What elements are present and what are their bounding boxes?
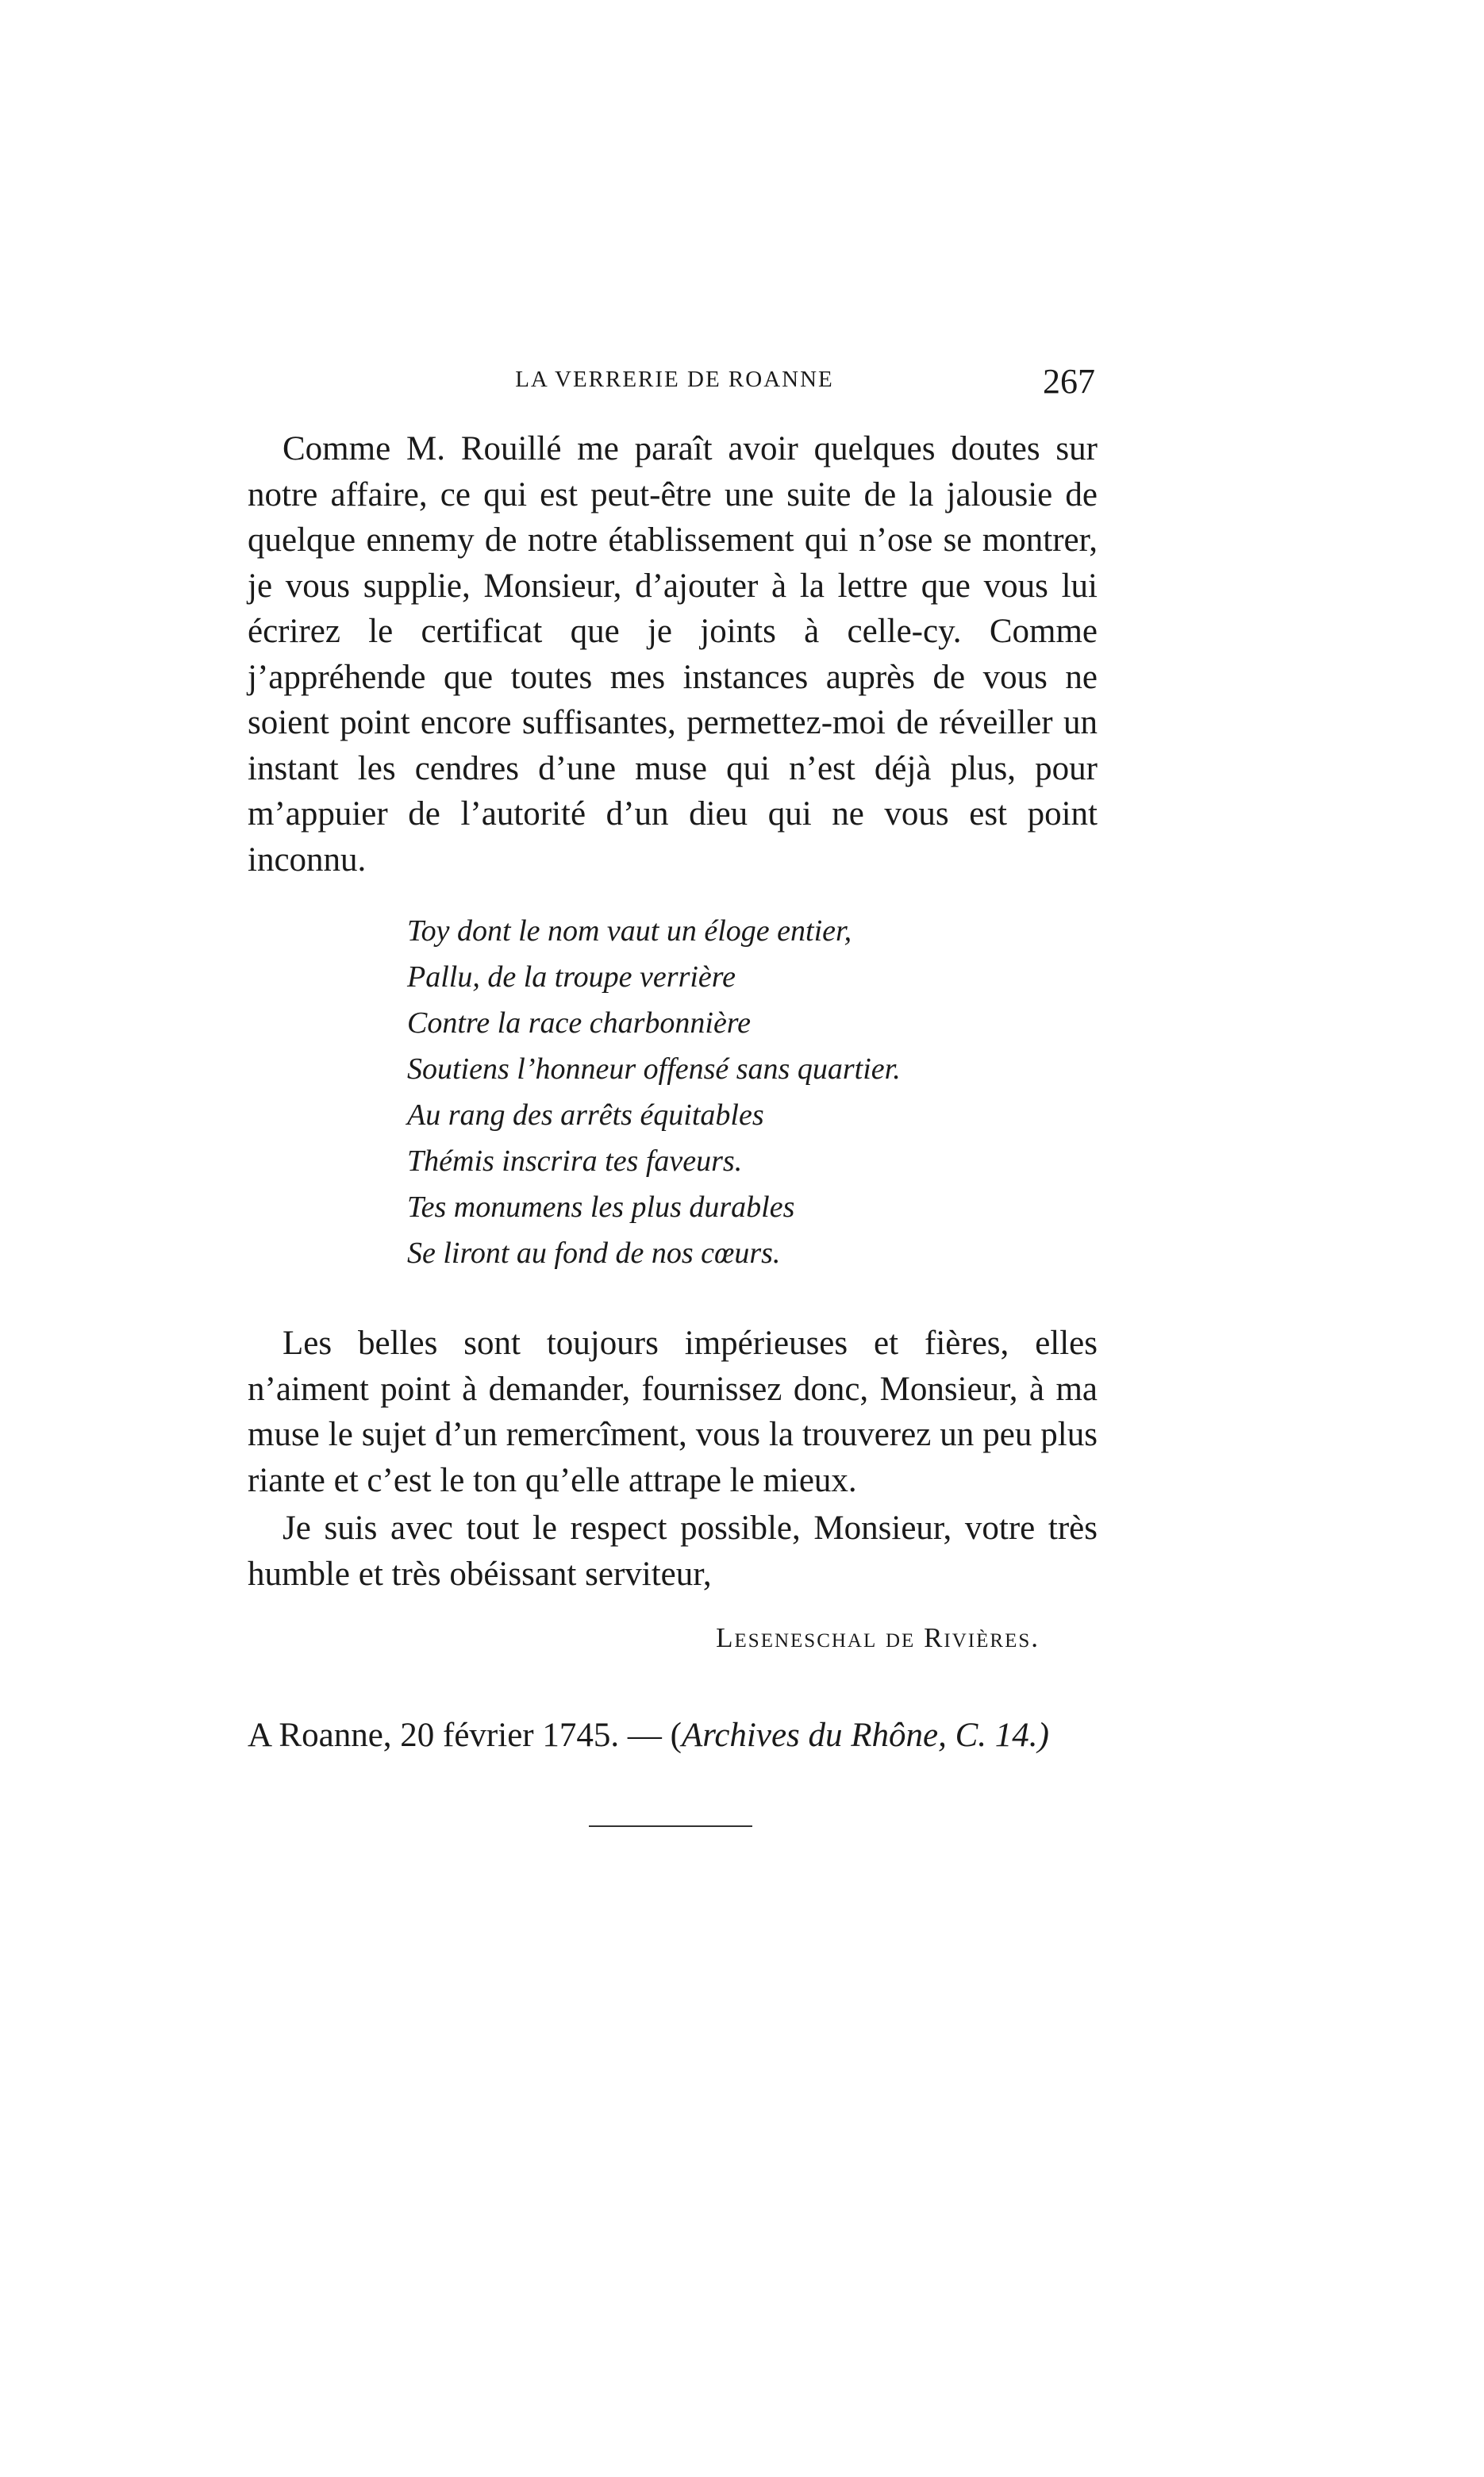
verse-stanza xyxy=(407,908,1042,1276)
verse-line-5: Au rang des arrêts équitables xyxy=(407,1098,764,1132)
signature: Leseneschal de Rivières. xyxy=(716,1622,1040,1653)
paragraph-text: Comme M. Rouillé me paraît avoir quelques doutes sur notre affaire, ce qui est peut-être une suite de la jalousie de quelque ennemy de notre établissement qui n’ose se montrer, je vous supplie, Monsieur, d’ajouter à la lettre que vous lui écrirez le certificat que je joints à celle-cy. Comme j’appréhende que toutes mes instances auprès de vous ne soient point encore suffisantes, permettez-moi de réveiller un instant les cendres d’une muse qui n’est déjà plus, pour m’appuier de l’autorité d’un dieu qui ne vous est point inconnu. xyxy=(248,430,1098,879)
paragraph-closing xyxy=(248,1506,1098,1597)
date-and-source-line xyxy=(248,1713,1098,1759)
date-text: A Roanne, 20 février 1745. — ( xyxy=(248,1717,682,1754)
paragraph-letter-request xyxy=(248,426,1098,883)
paragraph-muse xyxy=(248,1321,1098,1503)
section-end-rule xyxy=(589,1825,752,1827)
closing-parenthesis: ) xyxy=(1037,1717,1049,1754)
paragraph-text: Les belles sont toujours impérieuses et fières, elles n’aiment point à demander, fournissez donc, Monsieur, à ma muse le sujet d’un remercîment, vous la trouverez un peu plus riante et c’est le ton qu’elle attrape le mieux. xyxy=(248,1325,1098,1499)
verse-line-7: Tes monumens les plus durables xyxy=(407,1190,795,1224)
verse-line-8: Se liront au fond de nos cœurs. xyxy=(407,1237,781,1270)
verse-line-1: Toy dont le nom vaut un éloge entier, xyxy=(407,914,852,948)
paragraph-text: Je suis avec tout le respect possible, Monsieur, votre très humble et très obéissant serviteur, xyxy=(248,1510,1098,1593)
verse-line-4: Soutiens l’honneur offensé sans quartier. xyxy=(407,1052,901,1086)
verse-line-3: Contre la race charbonnière xyxy=(407,1006,752,1040)
page-number: 267 xyxy=(1043,362,1095,401)
verse-line-2: Pallu, de la troupe verrière xyxy=(407,960,736,994)
source-reference: Archives du Rhône, C. 14. xyxy=(681,1717,1038,1754)
running-title: LA VERRERIE DE ROANNE xyxy=(515,367,834,392)
verse-line-6: Thémis inscrira tes faveurs. xyxy=(407,1144,743,1178)
